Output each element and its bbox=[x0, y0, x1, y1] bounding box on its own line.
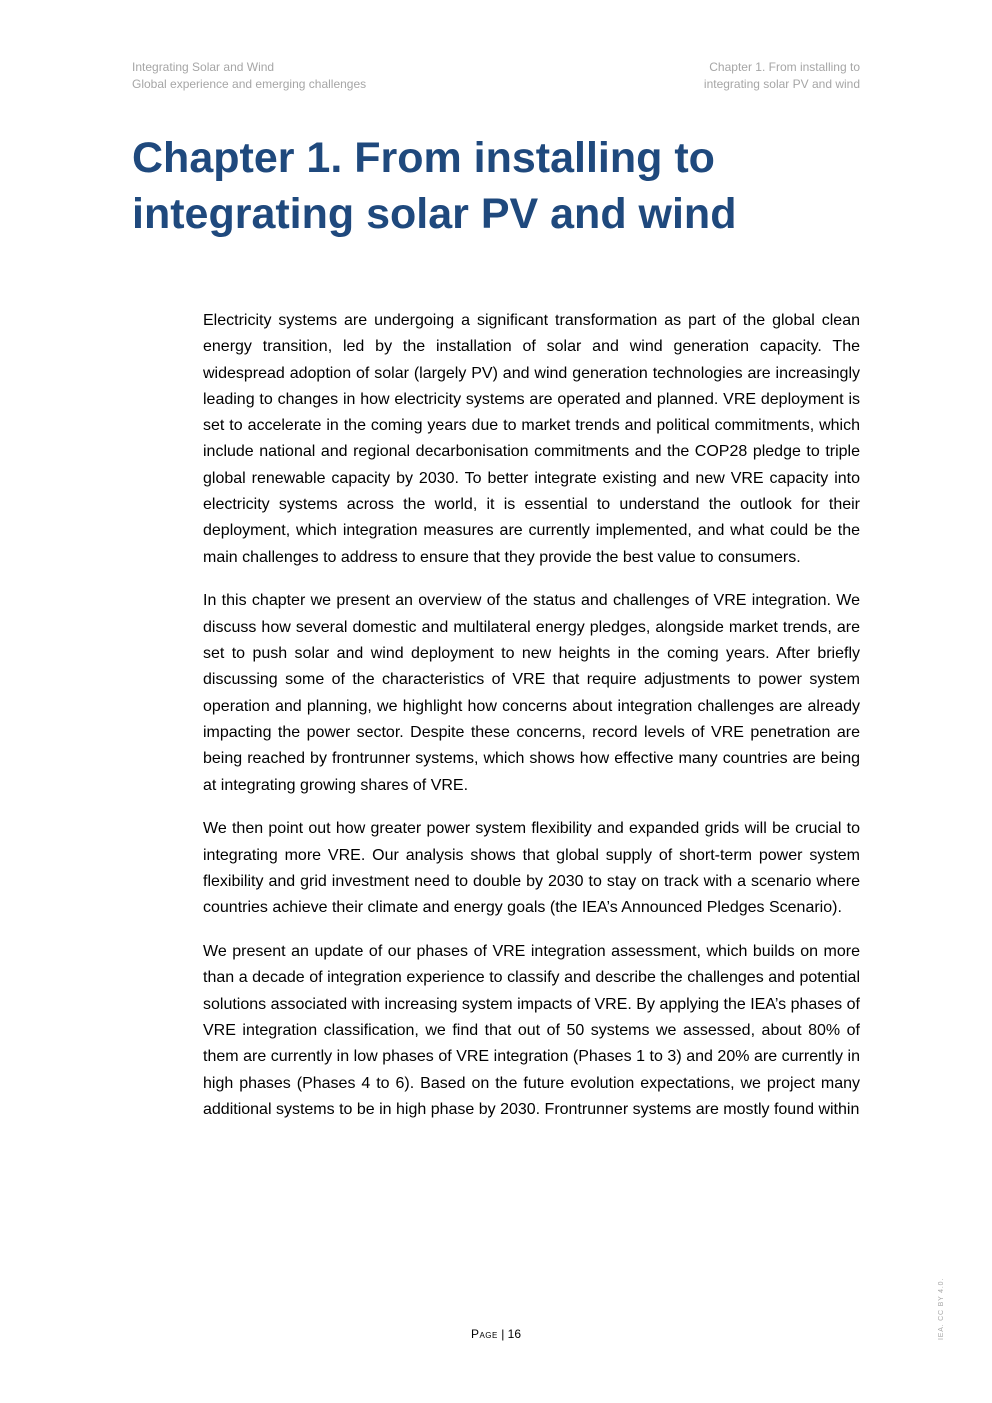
running-header-left bbox=[132, 59, 366, 93]
chapter-header-line2: integrating solar PV and wind bbox=[703, 77, 860, 91]
report-subtitle: Global experience and emerging challenges bbox=[132, 77, 367, 91]
license-note: IEA. CC BY 4.0. bbox=[938, 1277, 945, 1340]
paragraph-3: We then point out how greater power system flexibility and expanded grids will be crucial to integrating more VRE. Our analysis shows that global supply of short-term power system flexibility and grid investment need to double by 2030 to stay on track with a scenario where countries achieve their climate and energy goals (the IEA’s Announced Pledges Scenario). bbox=[203, 820, 860, 917]
report-title: Integrating Solar and Wind bbox=[132, 60, 275, 74]
page-label: Page bbox=[470, 1327, 498, 1341]
page-separator: | bbox=[497, 1327, 508, 1341]
chapter-header-line1: Chapter 1. From installing to bbox=[709, 60, 860, 74]
paragraph-4: We present an update of our phases of VRE integration assessment, which builds on more than a decade of integration experience to classify and describe the challenges and potential solutions associated with increasing system impacts of VRE. By applying the IEA’s phases of VRE integration classification, we find that out of 50 systems we assessed, about 80% of them are currently in low phases of VRE integration (Phases 1 to 3) and 20% are currently in high phases (Phases 4 to 6). Based on the future evolution expectations, we project many additional systems to be in high phase by 2030. Frontrunner systems are mostly found within bbox=[203, 943, 860, 1118]
page-footer bbox=[0, 1326, 992, 1342]
paragraph-2: In this chapter we present an overview of the status and challenges of VRE integration. We discuss how several domestic and multilateral energy pledges, alongside market trends, are set to push solar and wind deployment to new heights in the coming years. After briefly discussing some of the characteristics of VRE that require adjustments to power system operation and planning, we highlight how concerns about integration challenges are already impacting the power sector. Despite these concerns, record levels of VRE penetration are being reached by frontrunner systems, which shows how effective many countries are being at integrating growing shares of VRE. bbox=[203, 592, 860, 794]
body-text bbox=[203, 308, 860, 1141]
chapter-title bbox=[132, 130, 872, 242]
chapter-title-line1: Chapter 1. From installing to bbox=[132, 134, 715, 182]
chapter-title-line2: integrating solar PV and wind bbox=[132, 190, 737, 238]
running-header-right bbox=[704, 59, 860, 93]
page-number: 16 bbox=[507, 1327, 522, 1341]
paragraph-1: Electricity systems are undergoing a significant transformation as part of the global clean energy transition, led by the installation of solar and wind generation capacity. The widespread adoption of solar (largely PV) and wind generation technologies are increasingly leading to changes in how electricity systems are operated and planned. VRE deployment is set to accelerate in the coming years due to market trends and political commitments, which include national and regional decarbonisation commitments and the COP28 pledge to triple global renewable capacity by 2030. To better integrate existing and new VRE capacity into electricity systems across the world, it is essential to understand the outlook for their deployment, which integration measures are currently implemented, and what could be the main challenges to address to ensure that they provide the best value to consumers. bbox=[203, 312, 860, 566]
